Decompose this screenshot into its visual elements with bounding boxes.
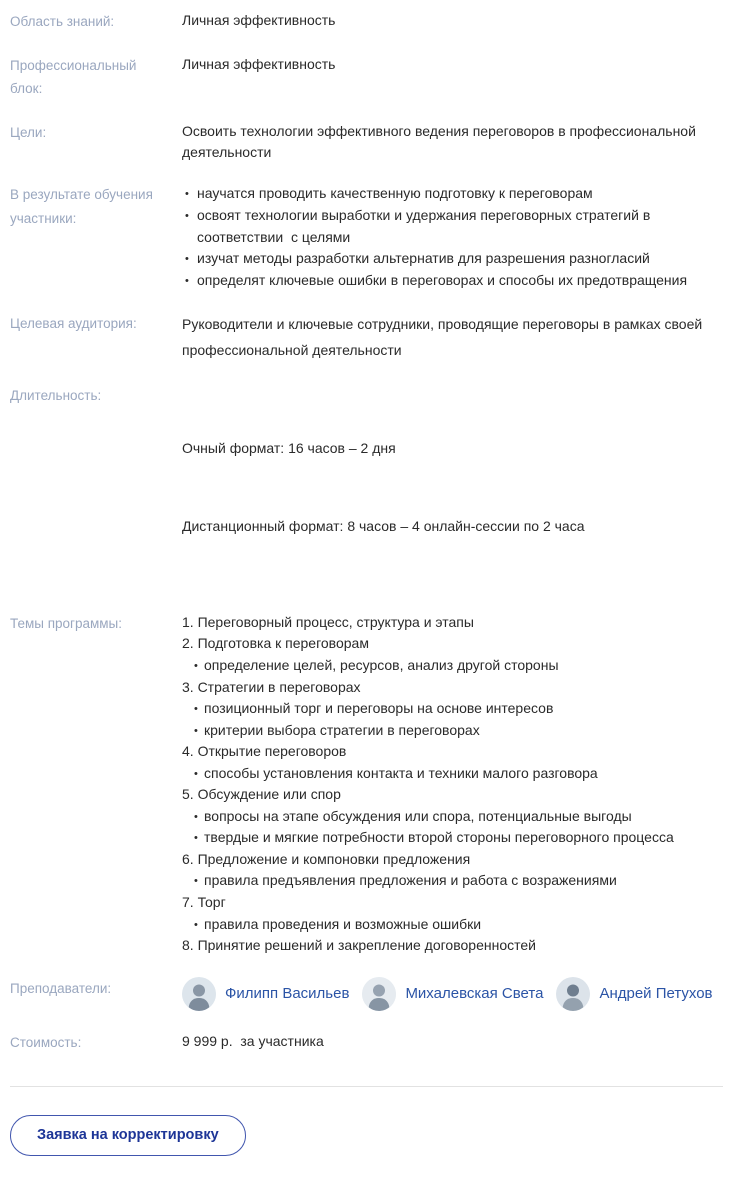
list-item: • определят ключевые ошибки в переговорах и способы их предотвращения: [182, 270, 723, 292]
teacher-link[interactable]: [556, 977, 712, 1011]
field-row-results: [10, 183, 723, 292]
program-subtopic: • способы установления контакта и техники малого разговора: [182, 763, 723, 785]
field-label: Профессиональный блок:: [10, 57, 137, 97]
results-list: [182, 183, 723, 292]
teacher-name: Андрей Петухов: [599, 985, 713, 1003]
program-topic: 7. Торг: [182, 894, 226, 911]
field-row-price: [10, 1031, 723, 1055]
duration-line-onsite: Очный формат: 16 часов – 2 дня: [182, 439, 396, 456]
program-topic: 6. Предложение и компоновки предложения: [182, 850, 471, 867]
field-label: Область знаний:: [10, 14, 115, 29]
list-item: • изучат методы разработки альтернатив для разрешения разногласий: [182, 248, 723, 270]
teacher-avatar: [182, 977, 216, 1011]
field-row-duration: [10, 384, 723, 592]
teacher-link[interactable]: [182, 977, 349, 1011]
field-value-knowledge-area: Личная эффективность: [182, 12, 336, 28]
teacher-avatar: [362, 977, 396, 1011]
field-row-program: [10, 612, 723, 957]
field-value-duration: [182, 384, 723, 592]
program-topics-list: [182, 612, 723, 957]
program-topic: 2. Подготовка к переговорам: [182, 635, 369, 652]
teachers-list: [182, 977, 723, 1011]
field-value-audience: Руководители и ключевые сотрудники, проводящие переговоры в рамках своей профессиональной деятельности: [182, 316, 707, 358]
person-icon: [182, 977, 216, 1011]
teacher-name: Филипп Васильев: [225, 985, 350, 1003]
program-topic: 8. Принятие решений и закрепление договоренностей: [182, 937, 536, 954]
field-value-price: 9 999 р. за участника: [182, 1032, 324, 1049]
person-icon: [556, 977, 590, 1011]
program-subtopic: • твердые и мягкие потребности второй стороны переговорного процесса: [182, 827, 723, 849]
field-label: Длительность:: [10, 387, 102, 403]
program-subtopic: • определение целей, ресурсов, анализ другой стороны: [182, 655, 723, 677]
duration-line-remote: Дистанционный формат: 8 часов – 4 онлайн-сессии по 2 часа: [182, 518, 585, 535]
field-label: Темы программы:: [10, 615, 123, 631]
field-label: Стоимость:: [10, 1034, 82, 1050]
field-label: В результате обучения участники:: [10, 186, 153, 226]
divider: [10, 1086, 723, 1087]
field-row-goals: [10, 121, 723, 163]
teacher-name: Михалевская Света: [405, 985, 544, 1003]
program-subtopic: • позиционный торг и переговоры на основе интересов: [182, 698, 723, 720]
program-topic: 1. Переговорный процесс, структура и этапы: [182, 613, 474, 630]
field-row-professional-block: [10, 54, 723, 101]
program-topic: 3. Стратегии в переговорах: [182, 678, 361, 695]
program-topic: 4. Открытие переговоров: [182, 743, 347, 760]
program-subtopic: • критерии выбора стратегии в переговорах: [182, 720, 723, 742]
field-label: Преподаватели:: [10, 980, 112, 996]
field-value-goals: Освоить технологии эффективного ведения переговоров в профессиональной деятельности: [182, 122, 700, 160]
person-icon: [362, 977, 396, 1011]
field-label: Цели:: [10, 124, 47, 140]
program-subtopic: • вопросы на этапе обсуждения или спора, потенциальные выгоды: [182, 806, 723, 828]
list-item: • научатся проводить качественную подготовку к переговорам: [182, 183, 723, 205]
field-value-professional-block: Личная эффективность: [182, 55, 336, 72]
program-subtopic: • правила предъявления предложения и работа с возражениями: [182, 870, 723, 892]
correction-request-button[interactable]: Заявка на корректировку: [10, 1115, 246, 1156]
field-row-knowledge-area: [10, 10, 723, 34]
field-label: Целевая аудитория:: [10, 316, 137, 332]
list-item: • освоят технологии выработки и удержания переговорных стратегий в соответствии с целями: [182, 205, 723, 249]
field-row-teachers: [10, 977, 723, 1011]
program-subtopic: • правила проведения и возможные ошибки: [182, 914, 723, 936]
teacher-link[interactable]: [362, 977, 543, 1011]
teacher-avatar: [556, 977, 590, 1011]
program-topic: 5. Обсуждение или спор: [182, 786, 341, 803]
field-row-audience: [10, 312, 723, 364]
